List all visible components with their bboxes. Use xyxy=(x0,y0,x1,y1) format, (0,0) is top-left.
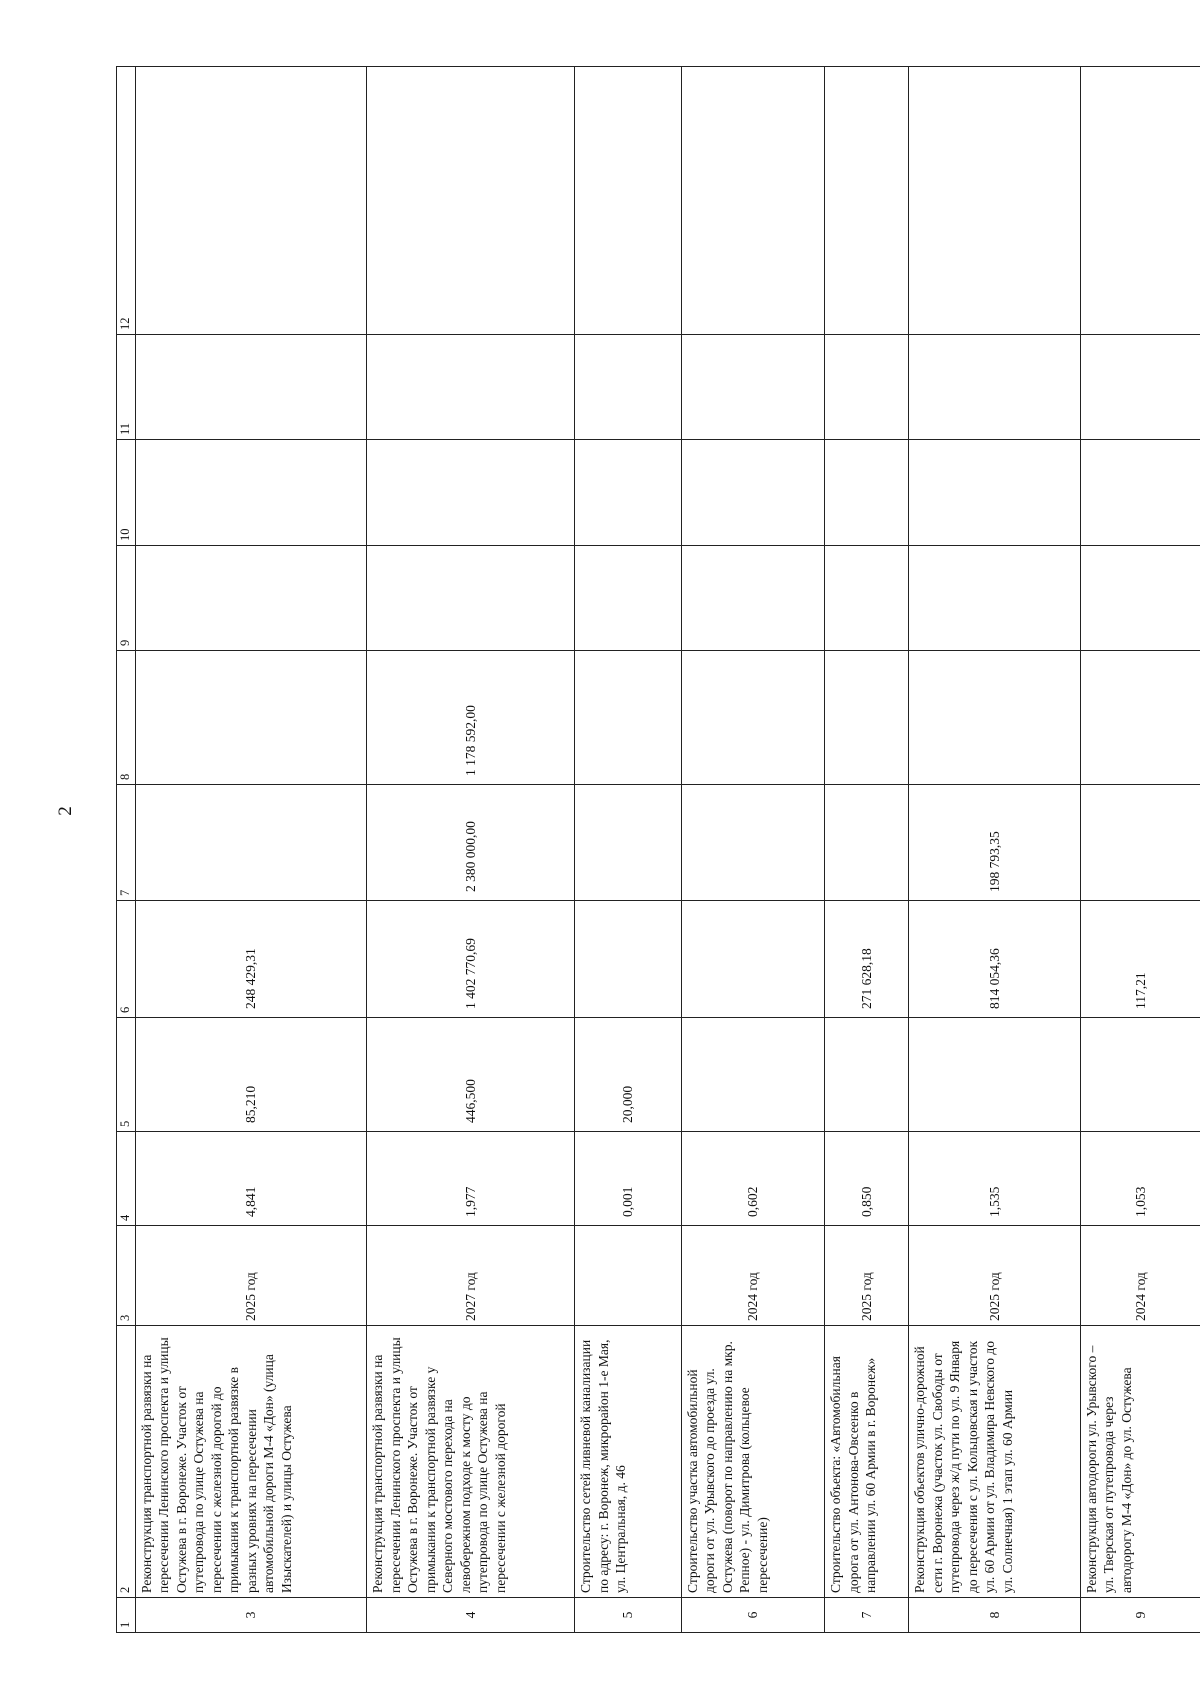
cell-c12 xyxy=(367,67,575,335)
cell-year: 2024 год xyxy=(1080,1226,1200,1326)
cell-c6: 271 628,18 xyxy=(825,901,909,1018)
cell-c5 xyxy=(681,1018,825,1132)
cell-c4: 0,001 xyxy=(575,1132,681,1226)
cell-c4: 1,053 xyxy=(1080,1132,1200,1226)
cell-c5 xyxy=(909,1018,1081,1132)
cell-c5: 20,000 xyxy=(575,1018,681,1132)
col-header: 2 xyxy=(117,1326,136,1598)
cell-c8 xyxy=(825,651,909,785)
cell-c12 xyxy=(1080,67,1200,335)
cell-description: Реконструкция транспортной развязки на пересечении Ленинского проспекта и улицы Остужева в г. Воронеже. Участок от путепровода по улице Остужева на пересечении с железной дорогой до примыкания к транспортной развязке в разных уровнях на пересечении автомобильной дороги М-4 «Дон» (улица Изыскателей) и улицы Остужева xyxy=(135,1326,367,1598)
table-row xyxy=(825,67,909,1633)
data-table xyxy=(116,66,1200,1633)
cell-c9 xyxy=(367,546,575,651)
cell-number: 4 xyxy=(367,1598,575,1633)
cell-c8 xyxy=(575,651,681,785)
rotated-table-wrapper xyxy=(116,67,1200,1633)
cell-c11 xyxy=(1080,335,1200,440)
cell-c12 xyxy=(909,67,1081,335)
cell-year: 2027 год xyxy=(367,1226,575,1326)
table-row xyxy=(367,67,575,1633)
cell-c10 xyxy=(367,440,575,546)
col-header: 8 xyxy=(117,651,136,785)
cell-c8 xyxy=(909,651,1081,785)
cell-c10 xyxy=(135,440,367,546)
cell-c4: 4,841 xyxy=(135,1132,367,1226)
cell-c11 xyxy=(909,335,1081,440)
cell-c7 xyxy=(1080,785,1200,901)
col-header: 6 xyxy=(117,901,136,1018)
cell-c5: 446,500 xyxy=(367,1018,575,1132)
col-header: 4 xyxy=(117,1132,136,1226)
cell-description: Строительство сетей ливневой канализации по адресу: г. Воронеж, микрорайон 1-е Мая, ул. Центральная, д. 46 xyxy=(575,1326,681,1598)
cell-description: Реконструкция транспортной развязки на пересечении Ленинского проспекта и улицы Остужева в г. Воронеже. Участок от примыкания к транспортной развязке у Северного мостового перехода на левобережном подходе к мосту до путепровода по улице Остужева на пересечении с железной дорогой xyxy=(367,1326,575,1598)
col-header: 9 xyxy=(117,546,136,651)
col-header: 1 xyxy=(117,1598,136,1633)
cell-number: 8 xyxy=(909,1598,1081,1633)
cell-c7: 2 380 000,00 xyxy=(367,785,575,901)
cell-c8 xyxy=(1080,651,1200,785)
table-row xyxy=(681,67,825,1633)
cell-c8 xyxy=(681,651,825,785)
cell-c9 xyxy=(681,546,825,651)
cell-c4: 0,602 xyxy=(681,1132,825,1226)
cell-number: 5 xyxy=(575,1598,681,1633)
cell-c9 xyxy=(909,546,1081,651)
table-row xyxy=(135,67,367,1633)
cell-c9 xyxy=(135,546,367,651)
cell-year: 2025 год xyxy=(909,1226,1081,1326)
cell-c11 xyxy=(825,335,909,440)
cell-c6: 248 429,31 xyxy=(135,901,367,1018)
cell-number: 7 xyxy=(825,1598,909,1633)
cell-c4: 0,850 xyxy=(825,1132,909,1226)
cell-c10 xyxy=(909,440,1081,546)
col-header: 12 xyxy=(117,67,136,335)
cell-c7 xyxy=(575,785,681,901)
cell-number: 3 xyxy=(135,1598,367,1633)
cell-c8 xyxy=(135,651,367,785)
cell-c5 xyxy=(825,1018,909,1132)
cell-c5 xyxy=(1080,1018,1200,1132)
cell-c10 xyxy=(681,440,825,546)
cell-year: 2024 год xyxy=(681,1226,825,1326)
cell-c4: 1,977 xyxy=(367,1132,575,1226)
col-header: 3 xyxy=(117,1226,136,1326)
cell-c6: 814 054,36 xyxy=(909,901,1081,1018)
cell-c5: 85,210 xyxy=(135,1018,367,1132)
cell-c6: 1 402 770,69 xyxy=(367,901,575,1018)
col-header: 5 xyxy=(117,1018,136,1132)
cell-c10 xyxy=(575,440,681,546)
header-row xyxy=(117,67,136,1633)
cell-c9 xyxy=(825,546,909,651)
cell-description: Реконструкция объектов улично-дорожной сети г. Воронежа (участок ул. Свободы от путепровода через ж/д пути по ул. 9 Января до пересечения с ул. Кольцовская и участок ул. 60 Армии от ул. Владимира Невского до ул. Солнечная) 1 этап ул. 60 Армии xyxy=(909,1326,1081,1598)
cell-year xyxy=(575,1226,681,1326)
table-row xyxy=(909,67,1081,1633)
cell-number: 9 xyxy=(1080,1598,1200,1633)
col-header: 7 xyxy=(117,785,136,901)
cell-c6: 117,21 xyxy=(1080,901,1200,1018)
table-row xyxy=(1080,67,1200,1633)
cell-c12 xyxy=(135,67,367,335)
cell-c6 xyxy=(681,901,825,1018)
cell-c12 xyxy=(681,67,825,335)
cell-description: Реконструкция автодороги ул. Урывского – ул. Тверская от путепровода через автодорогу М-4 «Дон» до ул. Остужева xyxy=(1080,1326,1200,1598)
cell-c10 xyxy=(1080,440,1200,546)
cell-c7: 198 793,35 xyxy=(909,785,1081,901)
cell-description: Строительство участка автомобильной дороги от ул. Урывского до проезда ул. Остужева (поворот по направлению на мкр. Репное) - ул. Димитрова (кольцевое пересечение) xyxy=(681,1326,825,1598)
cell-c12 xyxy=(825,67,909,335)
cell-c9 xyxy=(575,546,681,651)
cell-c7 xyxy=(825,785,909,901)
cell-c10 xyxy=(825,440,909,546)
table-row xyxy=(575,67,681,1633)
page-number: 2 xyxy=(55,806,76,816)
cell-year: 2025 год xyxy=(825,1226,909,1326)
col-header: 10 xyxy=(117,440,136,546)
cell-description: Строительство объекта: «Автомобильная дорога от ул. Антонова-Овсеенко в направлении ул. 60 Армии в г. Воронеж» xyxy=(825,1326,909,1598)
cell-c7 xyxy=(681,785,825,901)
cell-number: 6 xyxy=(681,1598,825,1633)
cell-year: 2025 год xyxy=(135,1226,367,1326)
cell-c11 xyxy=(681,335,825,440)
cell-c9 xyxy=(1080,546,1200,651)
cell-c8: 1 178 592,00 xyxy=(367,651,575,785)
cell-c12 xyxy=(575,67,681,335)
cell-c4: 1,535 xyxy=(909,1132,1081,1226)
cell-c11 xyxy=(575,335,681,440)
cell-c11 xyxy=(135,335,367,440)
cell-c11 xyxy=(367,335,575,440)
col-header: 11 xyxy=(117,335,136,440)
cell-c7 xyxy=(135,785,367,901)
cell-c6 xyxy=(575,901,681,1018)
